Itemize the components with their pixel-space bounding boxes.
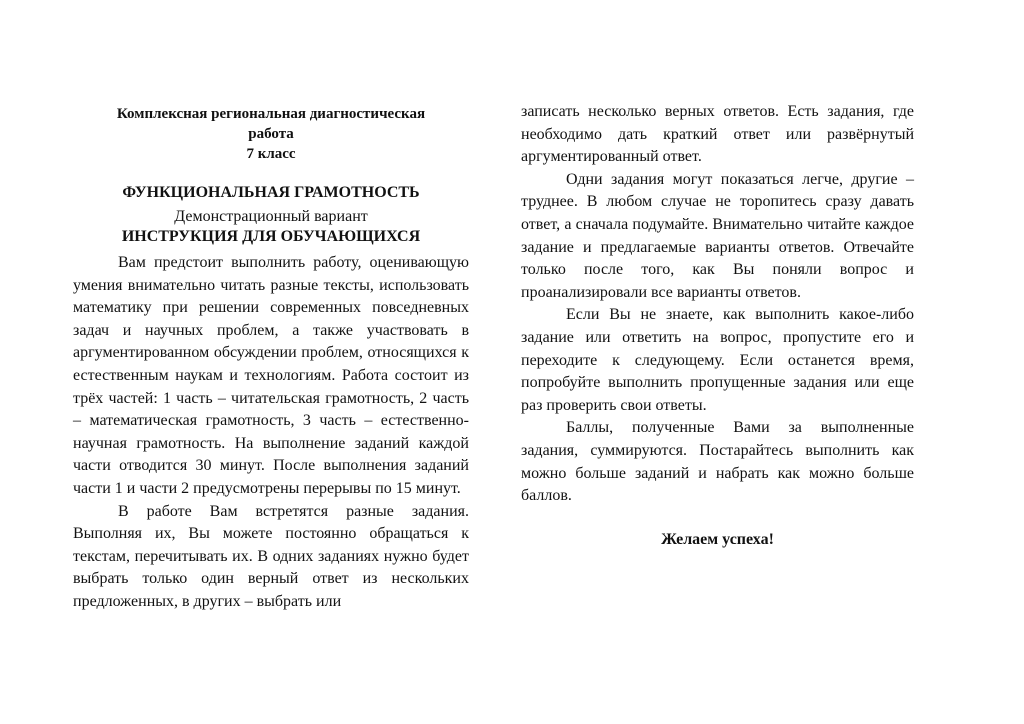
- right-column: [521, 0, 914, 550]
- instruction-heading: ИНСТРУКЦИЯ ДЛЯ ОБУЧАЮЩИХСЯ: [121, 228, 421, 245]
- title-line-1: Комплексная региональная диагностическая: [116, 106, 426, 122]
- closing-wish: Желаем успеха!: [661, 530, 774, 548]
- variant-label: Демонстрационный вариант: [174, 208, 368, 225]
- document-title: [73, 104, 469, 164]
- skip-paragraph: Если Вы не знаете, как выполнить какое-либо задание или ответить на вопрос, пропустите его и переходите к следующему. Если останется время, попробуйте выполнить пропущенные задания или еще раз проверить свои ответы.: [521, 306, 914, 414]
- subject-heading: ФУНКЦИОНАЛЬНАЯ ГРАМОТНОСТЬ: [122, 184, 420, 201]
- intro-paragraph: Вам предстоит выполнить работу, оценивающую умения внимательно читать разные тексты, использовать математику при решении современных повседневных задач и научных проблем, а также участвовать в аргументированном обсуждении проблем, относящихся к естественным наукам и технологиям. Работа состоит из трёх частей: 1 часть – читательская грамотность, 2 часть – математическая грамотность, 3 часть – естественно-научная грамотность. На выполнение заданий каждой части отводится 30 минут. После выполнения заданий части 1 и части 2 предусмотрены перерывы по 15 минут.: [73, 254, 469, 497]
- tasks-paragraph: В работе Вам встретятся разные задания. Выполняя их, Вы можете постоянно обращаться к текстам, перечитывать их. В одних заданиях нужно будет выбрать только один верный ответ из нескольких предложенных, в других – выбрать или: [73, 502, 469, 610]
- title-line-2: работа: [248, 126, 294, 142]
- left-column: [73, 0, 469, 614]
- title-line-3-grade: 7 класс: [246, 146, 296, 162]
- scoring-paragraph: Баллы, полученные Вами за выполненные задания, суммируются. Постарайтесь выполнить как можно больше заданий и набрать как можно больше баллов.: [521, 419, 914, 505]
- difficulty-paragraph: Одни задания могут показаться легче, другие – труднее. В любом случае не торопитесь сразу давать ответ, а сначала подумайте. Внимательно читайте каждое задание и предлагаемые варианты ответов. Отвечайте только после того, как Вы поняли вопрос и проанализировали все варианты ответов.: [521, 170, 914, 301]
- tasks-paragraph-continuation: записать несколько верных ответов. Есть задания, где необходимо дать краткий ответ или развёрнутый аргументированный ответ.: [521, 103, 914, 166]
